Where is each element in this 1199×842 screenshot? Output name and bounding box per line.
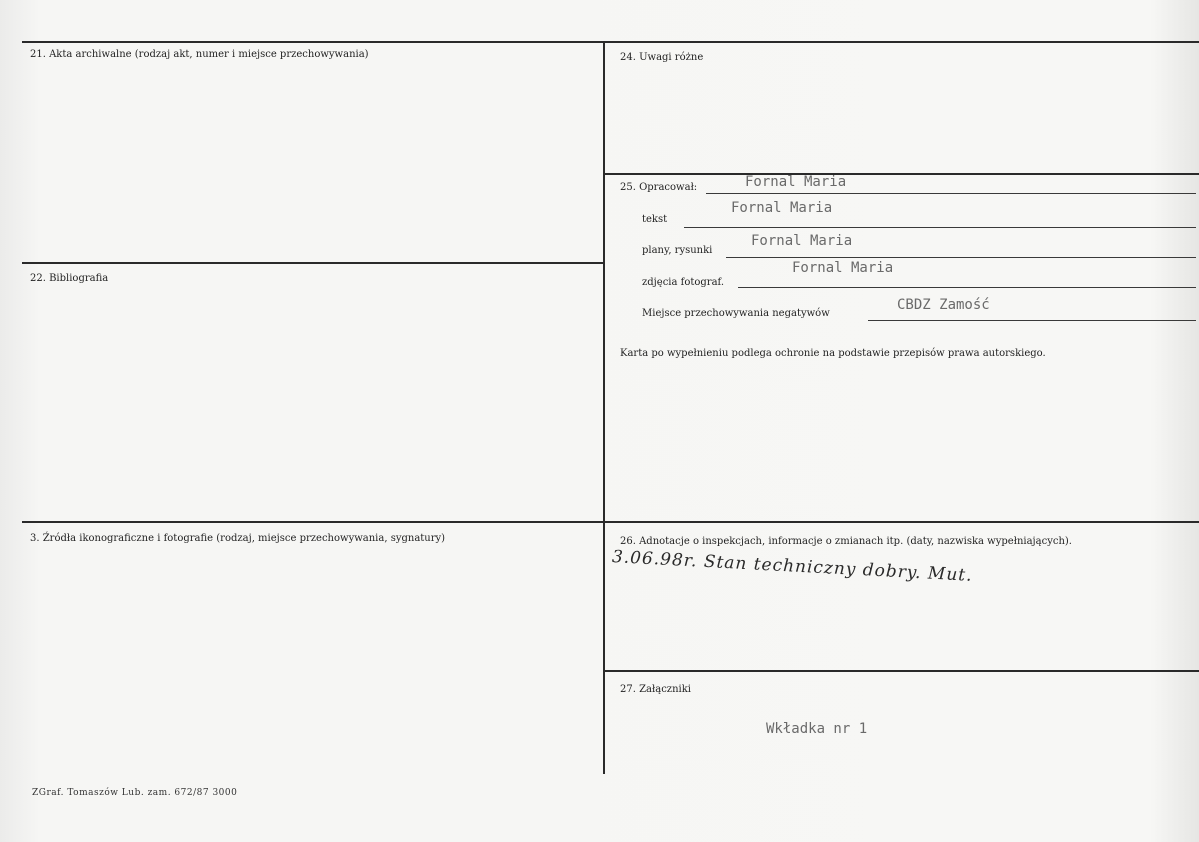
field-22-label: 22. Bibliografia [30,273,109,284]
field-23-label: 3. Źródła ikonograficzne i fotografie (rodzaj, miejsce przechowywania, sygnatury) [30,533,446,544]
field-27-value: Wkładka nr 1 [766,721,868,737]
rule-21-22 [22,262,605,264]
plany-value: Fornal Maria [751,233,853,249]
tekst-label: tekst [642,214,668,225]
zdjecia-value: Fornal Maria [792,260,894,276]
field-24-label: 24. Uwagi różne [620,52,704,63]
rule-24-25 [605,173,1199,175]
plany-label: plany, rysunki [642,245,713,256]
tekst-line [684,227,1196,228]
field-25-label: 25. Opracował: [620,182,698,193]
rule-22-23 [22,521,605,523]
rule-26-27 [605,670,1199,672]
field-26-handwritten: 3.06.98r. Stan techniczny dobry. Mut. [611,547,974,586]
rule-25-26 [605,521,1199,523]
field-26-label: 26. Adnotacje o inspekcjach, informacje o zmianach itp. (daty, nazwiska wypełniających). [620,536,1072,547]
negatywy-line [868,320,1196,321]
zdjecia-line [738,287,1196,288]
field-27-label: 27. Załączniki [620,684,691,695]
copyright-note: Karta po wypełnieniu podlega ochronie na podstawie przepisów prawa autorskiego. [620,348,1046,359]
plany-line [726,257,1196,258]
print-footer: ZGraf. Tomaszów Lub. zam. 672/87 3000 [32,788,238,798]
field-21-label: 21. Akta archiwalne (rodzaj akt, numer i miejsce przechowywania) [30,49,369,60]
column-divider [603,41,605,774]
field-25-line [706,193,1196,194]
negatywy-label: Miejsce przechowywania negatywów [642,308,830,319]
negatywy-value: CBDZ Zamość [897,297,990,313]
zdjecia-label: zdjęcia fotograf. [642,277,725,288]
tekst-value: Fornal Maria [731,200,833,216]
top-rule [22,41,1199,43]
field-25-value: Fornal Maria [745,174,847,190]
